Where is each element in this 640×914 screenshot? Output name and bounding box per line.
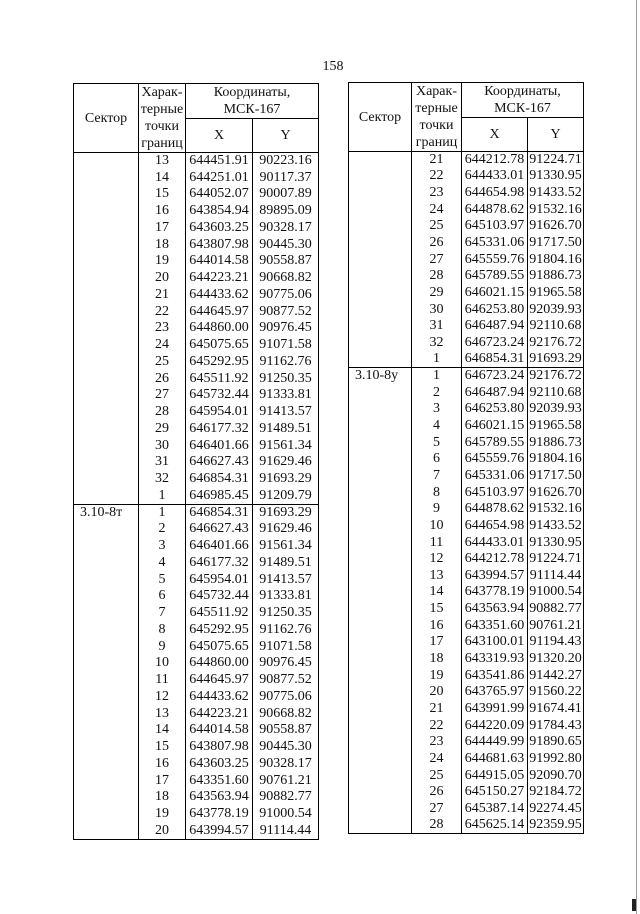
point-number: 19 — [139, 806, 186, 823]
coord-y: 91433.52 — [529, 185, 582, 201]
point-number: 18 — [139, 236, 186, 253]
point-number: 7 — [139, 605, 186, 622]
coord-x: 643765.97 — [462, 684, 528, 701]
coord-x: 646253.80 — [462, 301, 528, 318]
coord-y: 91626.70 — [529, 218, 582, 234]
point-number: 24 — [412, 751, 462, 768]
coord-y: 91489.51 — [253, 555, 319, 572]
coord-y: 91890.65 — [529, 734, 582, 750]
coord-y: 91965.58 — [529, 284, 582, 300]
coordinates-table-left — [73, 83, 319, 840]
coord-y: 91224.71 — [529, 152, 582, 168]
coord-y: 91250.35 — [253, 605, 319, 622]
coord-y: 91330.95 — [529, 168, 582, 184]
header-points-line: терные — [415, 101, 458, 116]
coord-x: 645103.97 — [462, 218, 528, 235]
point-number: 7 — [412, 468, 462, 485]
coord-x: 646253.80 — [462, 401, 528, 418]
sector-cell — [349, 152, 412, 368]
coord-x: 644878.62 — [462, 501, 528, 518]
scan-mark — [632, 899, 636, 911]
point-number: 18 — [139, 789, 186, 806]
coord-y: 91250.35 — [253, 370, 319, 387]
header-row — [74, 84, 319, 119]
point-number: 6 — [139, 588, 186, 605]
point-number: 9 — [139, 638, 186, 655]
coord-y: 92110.68 — [528, 384, 584, 401]
point-number: 21 — [412, 701, 462, 718]
coord-y: 91532.16 — [529, 501, 582, 517]
coord-y: 91804.16 — [529, 251, 582, 267]
coord-y: 91965.58 — [529, 418, 582, 434]
coord-y: 92039.93 — [529, 301, 582, 317]
point-number: 11 — [139, 672, 186, 689]
table-row — [349, 152, 584, 169]
point-number: 26 — [412, 235, 462, 252]
point-number: 8 — [139, 622, 186, 639]
header-boundary-points — [412, 83, 462, 152]
coord-x: 645511.92 — [186, 370, 253, 387]
point-number: 21 — [139, 287, 186, 304]
coord-y: 91674.41 — [529, 700, 582, 716]
point-number: 31 — [412, 318, 462, 335]
coord-x: 643100.01 — [462, 634, 528, 651]
header-coordinates-line: МСК-167 — [494, 101, 551, 116]
coord-x: 645954.01 — [186, 571, 253, 588]
coord-x: 643541.86 — [462, 667, 528, 684]
coord-y: 91626.70 — [529, 484, 582, 500]
coord-x: 643778.19 — [462, 584, 528, 601]
coord-y: 91561.34 — [253, 437, 319, 454]
point-number: 27 — [412, 251, 462, 268]
coord-y: 92176.72 — [529, 368, 582, 384]
coord-y: 90877.52 — [253, 303, 319, 320]
coord-y: 92110.68 — [528, 318, 584, 335]
point-number: 9 — [412, 501, 462, 518]
coord-x: 644860.00 — [186, 320, 253, 337]
coord-x: 645559.76 — [462, 251, 528, 268]
table-body — [74, 153, 319, 840]
point-number: 3 — [139, 538, 186, 555]
point-number: 12 — [412, 551, 462, 568]
coord-x: 646854.31 — [186, 504, 253, 521]
point-number: 20 — [139, 270, 186, 287]
header-coordinates-line: Координаты, — [484, 84, 561, 99]
coord-x: 644433.62 — [186, 287, 253, 304]
coord-y: 91320.20 — [529, 651, 582, 667]
point-number: 2 — [412, 384, 462, 401]
header-points-line: Харак- — [415, 84, 457, 99]
header-x: X — [186, 119, 253, 153]
table-header — [74, 84, 319, 153]
point-number: 23 — [412, 734, 462, 751]
coord-x: 646723.24 — [462, 368, 528, 385]
header-y: Y — [253, 119, 319, 153]
coord-x: 645150.27 — [462, 784, 528, 801]
coord-y: 91532.16 — [529, 201, 582, 217]
coord-x: 644645.97 — [186, 303, 253, 320]
coord-y: 90775.06 — [253, 689, 319, 706]
point-number: 1 — [412, 368, 462, 385]
header-coordinates — [462, 83, 584, 118]
header-points-line: терные — [140, 102, 184, 117]
point-number: 6 — [412, 451, 462, 468]
header-y: Y — [528, 118, 584, 152]
coord-x: 645292.95 — [186, 354, 253, 371]
coord-x: 643807.98 — [186, 236, 253, 253]
coord-x: 643991.99 — [462, 701, 528, 718]
point-number: 32 — [412, 335, 462, 352]
table-header — [349, 83, 584, 152]
coord-x: 645559.76 — [462, 451, 528, 468]
coord-x: 644915.05 — [462, 767, 528, 784]
point-number: 25 — [412, 767, 462, 784]
coord-y: 90882.77 — [253, 789, 319, 806]
point-number: 16 — [139, 203, 186, 220]
coord-y: 91114.44 — [253, 823, 319, 840]
coord-x: 646854.31 — [462, 351, 528, 368]
coord-x: 646627.43 — [186, 521, 253, 538]
point-number: 19 — [412, 667, 462, 684]
point-number: 26 — [139, 370, 186, 387]
point-number: 25 — [412, 218, 462, 235]
coord-x: 645625.14 — [462, 817, 528, 834]
coord-y: 92359.95 — [529, 817, 582, 833]
coord-y: 91784.43 — [529, 717, 582, 733]
point-number: 1 — [139, 504, 186, 521]
coord-x: 644654.98 — [462, 185, 528, 202]
point-number: 10 — [412, 518, 462, 535]
coord-y: 90761.21 — [529, 617, 582, 633]
coord-x: 645511.92 — [186, 605, 253, 622]
coord-y: 91489.51 — [253, 421, 319, 438]
coord-x: 646177.32 — [186, 555, 253, 572]
coord-y: 90445.30 — [253, 739, 319, 756]
point-number: 20 — [139, 823, 186, 840]
point-number: 8 — [412, 484, 462, 501]
point-number: 2 — [139, 521, 186, 538]
point-number: 19 — [139, 253, 186, 270]
coord-y: 91162.76 — [253, 354, 319, 371]
coord-y: 91886.73 — [529, 434, 582, 450]
header-points-line: границ — [141, 136, 183, 151]
coord-y: 92039.93 — [529, 401, 582, 417]
coord-y: 91629.46 — [253, 521, 319, 538]
point-number: 1 — [412, 351, 462, 368]
header-sector: Сектор — [349, 83, 412, 152]
coord-x: 645331.06 — [462, 235, 528, 252]
point-number: 3 — [412, 401, 462, 418]
point-number: 11 — [412, 534, 462, 551]
coord-x: 645732.44 — [186, 387, 253, 404]
coord-x: 643563.94 — [186, 789, 253, 806]
point-number: 28 — [412, 817, 462, 834]
coord-y: 91560.22 — [529, 684, 582, 700]
coord-y: 91717.50 — [529, 235, 582, 251]
coord-y: 91413.57 — [253, 404, 319, 421]
coord-x: 644433.62 — [186, 689, 253, 706]
point-number: 16 — [412, 617, 462, 634]
point-number: 23 — [412, 185, 462, 202]
coord-y: 91886.73 — [529, 268, 582, 284]
point-number: 17 — [139, 220, 186, 237]
point-number: 29 — [139, 421, 186, 438]
coord-x: 646487.94 — [462, 384, 528, 401]
coord-y: 90328.17 — [253, 756, 319, 773]
coord-x: 643351.60 — [186, 772, 253, 789]
coord-y: 91114.44 — [528, 568, 584, 585]
point-number: 13 — [139, 705, 186, 722]
coord-y: 91693.29 — [253, 504, 319, 521]
point-number: 25 — [139, 354, 186, 371]
coord-x: 646854.31 — [186, 471, 253, 488]
coord-y: 92274.45 — [529, 800, 582, 816]
coord-x: 643603.25 — [186, 756, 253, 773]
coord-x: 646021.15 — [462, 418, 528, 435]
coord-y: 90775.06 — [253, 287, 319, 304]
point-number: 10 — [139, 655, 186, 672]
coord-x: 645732.44 — [186, 588, 253, 605]
header-sector: Сектор — [74, 84, 139, 153]
point-number: 15 — [139, 186, 186, 203]
coord-x: 644860.00 — [186, 655, 253, 672]
point-number: 12 — [139, 689, 186, 706]
coord-x: 646487.94 — [462, 318, 528, 335]
coord-x: 646177.32 — [186, 421, 253, 438]
coord-y: 91330.95 — [529, 534, 582, 550]
coord-y: 90558.87 — [253, 722, 319, 739]
coord-x: 645954.01 — [186, 404, 253, 421]
coord-x: 646723.24 — [462, 335, 528, 352]
sector-cell: 3.10-8т — [74, 504, 139, 839]
coord-y: 90882.77 — [529, 601, 582, 617]
point-number: 24 — [139, 337, 186, 354]
point-number: 15 — [412, 601, 462, 618]
point-number: 32 — [139, 471, 186, 488]
sector-cell: 3.10-8у — [349, 368, 412, 834]
coord-x: 643994.57 — [186, 823, 253, 840]
coord-x: 643854.94 — [186, 203, 253, 220]
coord-y: 91333.81 — [253, 387, 319, 404]
coord-y: 91433.52 — [529, 517, 582, 533]
coord-x: 645789.55 — [462, 434, 528, 451]
coord-y: 91804.16 — [529, 451, 582, 467]
coord-x: 644433.01 — [462, 534, 528, 551]
coord-y: 90976.45 — [253, 320, 319, 337]
coord-y: 91000.54 — [529, 584, 582, 600]
point-number: 20 — [412, 684, 462, 701]
page-number: 158 — [322, 59, 344, 74]
coord-y: 91224.71 — [529, 551, 582, 567]
coord-x: 646401.66 — [186, 437, 253, 454]
point-number: 30 — [412, 301, 462, 318]
header-points-line: Харак- — [141, 85, 183, 100]
coord-y: 91333.81 — [253, 588, 319, 605]
coord-y: 90668.82 — [253, 270, 319, 287]
coord-x: 646021.15 — [462, 285, 528, 302]
coord-y: 91000.54 — [253, 806, 319, 823]
coord-y: 91194.43 — [528, 634, 584, 651]
coord-y: 91162.76 — [253, 622, 319, 639]
coord-x: 643778.19 — [186, 806, 253, 823]
point-number: 21 — [412, 152, 462, 169]
coord-y: 91992.80 — [529, 750, 582, 766]
coord-y: 91561.34 — [253, 538, 319, 555]
header-points-line: точки — [419, 118, 454, 133]
table-row — [349, 368, 584, 385]
point-number: 30 — [139, 437, 186, 454]
coord-y: 90445.30 — [253, 236, 319, 253]
point-number: 5 — [139, 571, 186, 588]
header-coordinates — [186, 84, 319, 119]
coord-x: 645387.14 — [462, 800, 528, 817]
coord-x: 644223.21 — [186, 270, 253, 287]
coord-x: 644645.97 — [186, 672, 253, 689]
point-number: 24 — [412, 201, 462, 218]
header-x: X — [462, 118, 528, 152]
coord-x: 643807.98 — [186, 739, 253, 756]
coord-y: 90007.89 — [253, 186, 319, 203]
point-number: 15 — [139, 739, 186, 756]
header-coordinates-line: Координаты, — [213, 85, 291, 100]
coord-x: 644220.09 — [462, 717, 528, 734]
scan-border-line — [636, 0, 637, 914]
point-number: 4 — [139, 555, 186, 572]
sector-cell — [74, 153, 139, 505]
header-boundary-points — [139, 84, 186, 153]
coord-y: 91693.29 — [253, 471, 319, 488]
coord-y: 91071.58 — [253, 638, 319, 655]
point-number: 14 — [412, 584, 462, 601]
point-number: 13 — [412, 568, 462, 585]
coord-y: 91442.27 — [529, 667, 582, 683]
point-number: 22 — [412, 717, 462, 734]
coordinates-table-right — [348, 82, 584, 834]
point-number: 17 — [139, 772, 186, 789]
point-number: 17 — [412, 634, 462, 651]
coord-x: 645331.06 — [462, 468, 528, 485]
coord-x: 645789.55 — [462, 268, 528, 285]
point-number: 13 — [139, 153, 186, 170]
point-number: 28 — [412, 268, 462, 285]
coord-y: 90761.21 — [253, 772, 319, 789]
table-row — [74, 153, 319, 170]
coord-x: 644251.01 — [186, 169, 253, 186]
header-row — [349, 83, 584, 118]
coord-x: 646985.45 — [186, 488, 253, 505]
table-body — [349, 152, 584, 834]
coord-y: 92176.72 — [529, 334, 582, 350]
table-row — [74, 504, 319, 521]
point-number: 4 — [412, 418, 462, 435]
coord-y: 91071.58 — [253, 337, 319, 354]
point-number: 18 — [412, 651, 462, 668]
coord-y: 92090.70 — [529, 767, 582, 783]
coord-x: 645075.65 — [186, 337, 253, 354]
coord-x: 644433.01 — [462, 168, 528, 185]
coord-y: 90223.16 — [253, 153, 319, 170]
point-number: 22 — [412, 168, 462, 185]
coord-x: 644052.07 — [186, 186, 253, 203]
coord-x: 644014.58 — [186, 722, 253, 739]
coord-x: 643563.94 — [462, 601, 528, 618]
coord-y: 91413.57 — [253, 571, 319, 588]
coord-x: 644014.58 — [186, 253, 253, 270]
coord-y: 90558.87 — [253, 253, 319, 270]
coord-x: 645292.95 — [186, 622, 253, 639]
coord-x: 646401.66 — [186, 538, 253, 555]
coord-x: 646627.43 — [186, 454, 253, 471]
coord-x: 645075.65 — [186, 638, 253, 655]
point-number: 14 — [139, 169, 186, 186]
point-number: 14 — [139, 722, 186, 739]
coord-y: 91717.50 — [529, 467, 582, 483]
point-number: 5 — [412, 434, 462, 451]
coord-y: 91693.29 — [529, 351, 582, 367]
coord-x: 644451.91 — [186, 153, 253, 170]
coord-x: 643603.25 — [186, 220, 253, 237]
point-number: 16 — [139, 756, 186, 773]
coord-y: 90117.37 — [253, 169, 319, 186]
header-coordinates-line: МСК-167 — [223, 102, 281, 117]
header-points-line: границ — [415, 135, 458, 150]
coord-x: 643351.60 — [462, 617, 528, 634]
coord-y: 90328.17 — [253, 220, 319, 237]
coord-x: 644681.63 — [462, 751, 528, 768]
point-number: 27 — [139, 387, 186, 404]
coord-y: 92184.72 — [529, 784, 582, 800]
coord-y: 90877.52 — [253, 672, 319, 689]
coord-y: 90976.45 — [253, 655, 319, 672]
coord-y: 91209.79 — [253, 488, 319, 505]
point-number: 1 — [139, 488, 186, 505]
coord-x: 644878.62 — [462, 201, 528, 218]
point-number: 27 — [412, 800, 462, 817]
point-number: 26 — [412, 784, 462, 801]
coord-x: 644449.99 — [462, 734, 528, 751]
point-number: 29 — [412, 285, 462, 302]
point-number: 31 — [139, 454, 186, 471]
point-number: 23 — [139, 320, 186, 337]
coord-y: 91629.46 — [253, 454, 319, 471]
coord-y: 90668.82 — [253, 705, 319, 722]
coord-x: 643994.57 — [462, 568, 528, 585]
point-number: 28 — [139, 404, 186, 421]
point-number: 22 — [139, 303, 186, 320]
coord-x: 644654.98 — [462, 518, 528, 535]
coord-x: 644223.21 — [186, 705, 253, 722]
coord-x: 644212.78 — [462, 551, 528, 568]
coord-x: 643319.93 — [462, 651, 528, 668]
coord-y: 89895.09 — [253, 203, 319, 220]
coord-x: 645103.97 — [462, 484, 528, 501]
header-points-line: точки — [145, 119, 179, 134]
coord-x: 644212.78 — [462, 152, 528, 169]
